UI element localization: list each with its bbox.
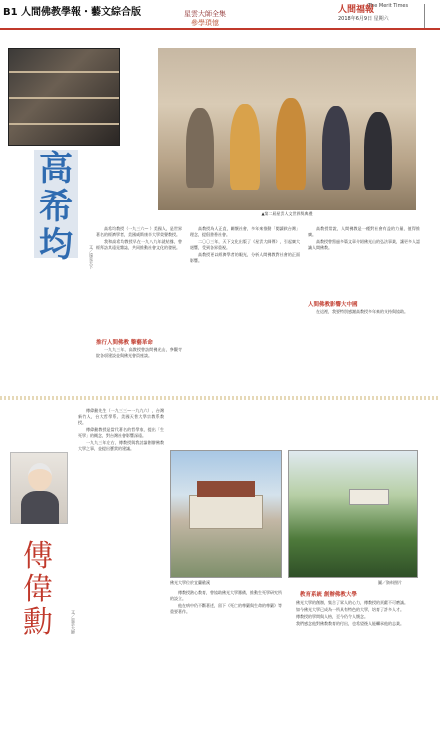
paragraph: 傅教授熱心教育，曾協助佛光大學籌備，推動生死學研究所的設立。 — [170, 590, 282, 601]
article1-title-char: 均 — [39, 225, 73, 265]
university-building-photo — [170, 450, 282, 578]
article2-byline: 文／星雲大師 — [71, 610, 76, 634]
forest-photo-caption: 圖／資料照片 — [378, 580, 402, 585]
paragraph: 傅偉勳先生（一九三三—一九九六），台灣新竹人，台大哲學系、美國天普大學宗教系教授。 — [78, 408, 164, 425]
paragraph: 佛光大學的創辦，集合了眾人的心力，傅教授的貢獻不可磨滅。 — [296, 600, 408, 605]
bookshelf-photo — [8, 48, 120, 146]
masthead — [0, 0, 440, 30]
paragraph: 傅教授的學問與人格，至今仍令人懷念。 — [296, 614, 368, 619]
newspaper-logo: 人間福報 — [338, 5, 375, 15]
paragraph: 一九九三年左右，傅教授與我討論創辦佛教大學之事，並提出寶貴的建議。 — [78, 440, 164, 451]
article1-column-1b — [96, 347, 182, 360]
paragraph: 我和高希均教授早在一九八九年就結緣，曾經拜訪其遠見雜誌，共同推動社會文化的發展。 — [96, 239, 182, 250]
article1-title-char: 高 — [39, 149, 73, 189]
paragraph: 二〇〇三年，天下文化出版了《星雲大師傳》，引起廣大迴響，受到各界重視。 — [190, 239, 300, 250]
article2-title-char: 傅 — [23, 539, 53, 574]
article2-title-char: 偉 — [23, 572, 53, 607]
article1-column-1 — [96, 226, 182, 252]
paragraph: 高教授更以經濟學者的眼光，分析人間佛教對社會的正面影響。 — [190, 252, 300, 263]
edition-info — [424, 4, 438, 28]
newspaper-logo-en: The Merit Times — [368, 3, 409, 9]
article1-subhead-1: 推行人間佛教 擎藝革命 — [96, 340, 153, 346]
paragraph: 如今佛光大學已成為一所具有特色的大學，培育了許多人才。 — [296, 607, 404, 612]
article2-column-2 — [170, 590, 282, 616]
ceremony-photo-caption: ▲第二屆星雲人文世界獎典禮 — [261, 211, 313, 216]
article2-title-char: 勳 — [23, 605, 53, 640]
section-divider — [0, 396, 440, 400]
banner-subtitle: 參學瑣憶 — [191, 19, 219, 27]
article1-column-3b — [308, 309, 420, 316]
paragraph: 高教授曾寫過多篇文章介紹佛光山的弘法事業，讓更多人認識人間佛教。 — [308, 239, 420, 250]
article1-subhead-2: 人間佛教影響大中國 — [308, 302, 358, 308]
article1-byline: 文／遠見天下 — [89, 245, 94, 269]
paragraph: 他在病中仍不斷著述，留下《死亡的尊嚴與生命的尊嚴》等重要著作。 — [170, 603, 282, 614]
portrait-photo — [10, 452, 68, 524]
article1-title-char: 希 — [39, 187, 73, 227]
issue-date: 2018年6月9日 星期六 — [338, 16, 389, 22]
article2-subhead: 教育系統 創辦佛教大學 — [300, 592, 357, 598]
series-banner — [150, 10, 260, 30]
article1-title — [34, 149, 78, 265]
article2-title — [14, 540, 62, 639]
banner-title: 星雲大師全集 — [184, 10, 226, 18]
ceremony-photo — [158, 48, 416, 210]
section-title: B1 人間佛教學報・藝文綜合版 — [3, 7, 142, 18]
article1-column-2 — [190, 226, 300, 265]
article1-column-3 — [308, 226, 420, 252]
paragraph: 傅偉勳教授是當代著名的哲學家，提出「生死學」的概念，對台灣社會影響深遠。 — [78, 427, 164, 438]
building-photo-caption: 佛光大學位於宜蘭礁溪 — [170, 580, 210, 585]
paragraph: 我們感念他對佛教教育的付出，也希望後人能繼承他的志業。 — [296, 621, 404, 626]
paragraph: 在這裡，我要特別感謝高教授多年來的支持與協助。 — [316, 309, 408, 314]
paragraph: 高教授為人正直，關懷社會，多年來推動「閱讀救台灣」理念，提倡書香社會。 — [190, 226, 300, 237]
paragraph: 高教授常說，人間佛教是一種對社會有益的力量，值得推廣。 — [308, 226, 420, 237]
campus-forest-photo — [288, 450, 418, 578]
article2-column-3 — [288, 600, 420, 628]
paragraph: 高希均教授（一九三六— ）美國人，是世界著名的經濟學者，美國威斯康辛大學榮譽教授。 — [96, 226, 182, 237]
paragraph: 一九九三年，高教授曾訪問佛光山，參觀寺院各項建設並與佛光會員座談。 — [96, 347, 182, 358]
article2-column-1 — [78, 408, 164, 453]
